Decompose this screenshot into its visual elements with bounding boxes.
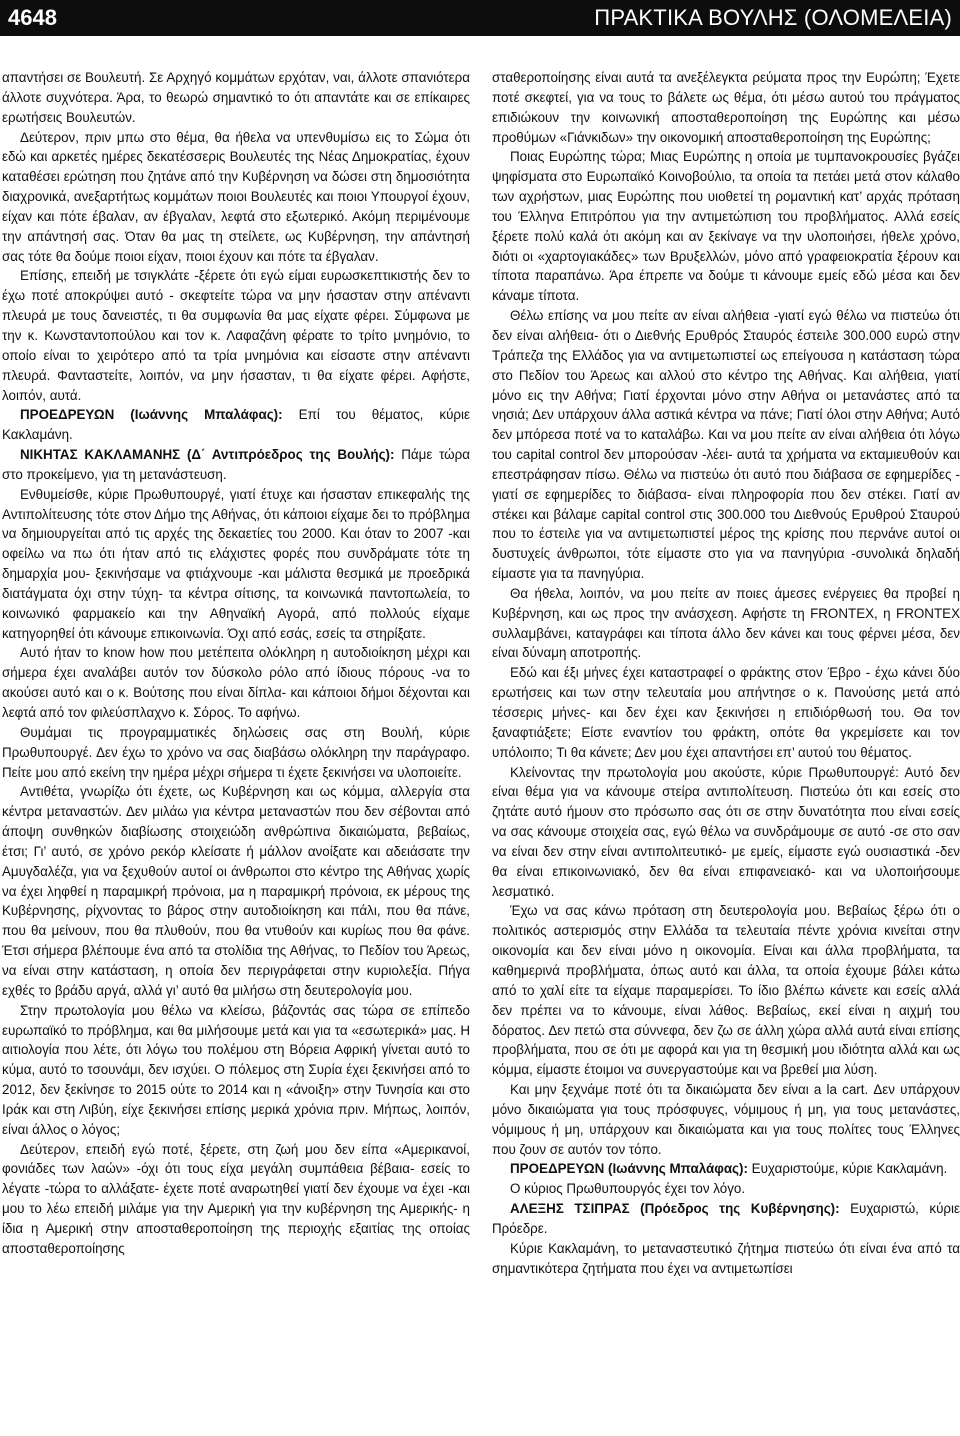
body-paragraph: σταθεροποίησης είναι αυτά τα ανεξέλεγκτα ρεύματα προς την Ευρώπη; Έχετε ποτέ σκεφτεί, για να τους το βάλετε ως θέμα, ότι μέσω αυτού του πράγματος επιδιώκουν την κοινωνική αποσταθεροποίηση της Ευρώπης και μέσω προθύμων «Γιάνκιδων» την οικονομική αποσταθεροποίηση της Ευρώπης; <box>492 70 960 145</box>
body-paragraph: Επίσης, επειδή με τσιγκλάτε -ξέρετε ότι εγώ είμαι ευρωσκεπτικιστής δεν το έχω ποτέ αποκρύψει αυτό - σκεφτείτε τώρα να μην ήσασταν στην απέναντι πλευρά με τους δανειστές, τι θα συμφωνία θα μας είχατε φέρει. Σύμφωνα με την κ. Κωνσταντοπούλου και τον κ. Λαφαζάνη φέρατε το τρίτο μνημόνιο, το οποίο είναι το χειρότερο από τα τρία μνημόνια και είσαστε στην απέναντι πλευρά. Φανταστείτε, λοιπόν, να μην ήσασταν, τι θα είχατε φέρει. Αφήστε, λοιπόν, αυτά. <box>2 268 470 403</box>
body-paragraph: Εδώ και έξι μήνες έχει καταστραφεί ο φράκτης στον Έβρο - έχω κάνει δύο ερωτήσεις και των στην τελευταία μου απήντησε ο κ. Πανούσης μετά από τέσσερις μήνες- και δεν έχει καν ξεκινήσει η επιδιόρθωσή του. Θα τον ξαναφτιάξετε; Είστε εναντίον του φράκτη, οπότε θα γκρεμίσετε και τον υπόλοιπο; Τι θα κάνετε; Δεν μου έχει απαντήσει επ’ αυτού του θέματος. <box>492 665 960 760</box>
page-header <box>0 0 960 36</box>
speaker-name: ΝΙΚΗΤΑΣ ΚΑΚΛΑΜΑΝΗΣ (Δ΄ Αντιπρόεδρος της Βουλής): <box>20 447 395 463</box>
body-paragraph: Αντιθέτα, γνωρίζω ότι έχετε, ως Κυβέρνηση και ως κόμμα, αλλεργία στα κέντρα μεταναστών. Δεν μιλάω για κέντρα μεταναστών που δεν σέβονται από άποψη συνθηκών διαβίωσης στοιχειώδη ανθρώπινα δικαιώματα, βεβαίως, έτσι; Γι’ αυτό, σε χρόνο ρεκόρ κλείσατε ή μάλλον ανοίξατε και αδειάσατε την Αμυγδαλέζα, για να ξεχυθούν αυτοί οι άνθρωποι στο κέντρο της Αθήνας χωρίς να έχει ληφθεί η παραμικρή πρόνοια, μα η παραμικρή πρόνοια, εκ μέρους της Κυβέρνησης, ρίχνοντας το βάρος στην αυτοδιοίκηση και πάλι, που θα πάνε, που θα μείνουν, που θα πλυθούν, που θα ντυθούν και κυρίως που θα φάνε. Έτσι σήμερα βλέπουμε ένα από τα στολίδια της Αθήνας, το Πεδίον του Άρεως, να είναι στην κατάσταση, η οποία δεν περιγράφεται στην κυριολεξία. Πήγα εχθές το βράδυ αργά, αλλά γι’ αυτό θα μιλήσω στη δευτερολογία μου. <box>2 784 470 998</box>
speaker-paragraph <box>492 1159 960 1179</box>
speaker-paragraph <box>2 405 470 445</box>
body-paragraph: Δεύτερον, πριν μπω στο θέμα, θα ήθελα να υπενθυμίσω εις το Σώμα ότι εδώ και αρκετές ημέρες δεκατέσσερις Βουλευτές της Νέας Δημοκρατίας, έχουν καταθέσει ερώτηση που ζητάνε από την Κυβέρνηση να δώσει στη δημοσιότητα διαχρονικά, ανεξαρτήτως κομμάτων ποιοι Βουλευτές και ποιοι Υπουργοί έχουν, είχαν και πότε έβαλαν, αν έβγαλαν, λεφτά στο εξωτερικό. Ακόμη περιμένουμε την απάντησή σας. Όταν θα μας τη στείλετε, ως Κυβέρνηση, την απάντησή σας τότε θα δούμε ποιοι είχαν, ποιοι έχουν και πότε τα έβγαλαν. <box>2 129 470 264</box>
body-paragraph: Κύριε Κακλαμάνη, το μεταναστευτικό ζήτημα πιστεύω ότι είναι ένα από τα σημαντικότερα ζητήματα που έχει να αντιμετωπίσει <box>492 1240 960 1276</box>
left-column <box>2 68 470 1428</box>
speaker-paragraph <box>2 445 470 485</box>
speaker-text: Επί του θέματος, κύριε Κακλαμάνη. <box>2 407 470 443</box>
speaker-name: ΠΡΟΕΔΡΕΥΩΝ (Ιωάννης Μπαλάφας): <box>20 407 283 423</box>
body-paragraph: Θυμάμαι τις προγραμματικές δηλώσεις σας στη Βουλή, κύριε Πρωθυπουργέ. Δεν έχω το χρόνο να σας διαβάσω ολόκληρη την παράγραφο. Πείτε μου από εκείνη την ημέρα μέχρι σήμερα τι έχετε ξεκινήσει να υλοποιείτε. <box>2 724 470 780</box>
speaker-name: ΑΛΕΞΗΣ ΤΣΙΠΡΑΣ (Πρόεδρος της Κυβέρνησης): <box>510 1201 840 1217</box>
body-paragraph: Δεύτερον, επειδή εγώ ποτέ, ξέρετε, στη ζωή μου δεν είπα «Αμερικανοί, φονιάδες των λαών» -όχι ότι τους είχα μεγάλη συμπάθεια βέβαια- εσείς το λέγατε -τώρα το αλλάξατε- έχετε ποτέ αναρωτηθεί γιατί δεν έχουμε να έχει -και μου το λέω επειδή μιλάμε για την Αμερική για την κυβέρνηση της Αμερικής- η ίδια η Αμερική στην αποσταθεροποίηση της περιοχής εξαιτίας της οποίας αποσταθεροποίησης <box>2 1141 470 1256</box>
body-paragraph: Αυτό ήταν το know how που μετέπειτα ολόκληρη η αυτοδιοίκηση μέχρι και σήμερα έχει αναλάβει αυτόν τον δύσκολο ρόλο από ίδιους πόρους -να το ακούσει αυτό και ο κ. Βούτσης που είναι δίπλα- και κάποιοι δήμοι δέχονται και λεφτά από τον φιλεύσπλαχνο κ. Σόρος. Το αφήνω. <box>2 645 470 720</box>
speaker-text: Ευχαριστώ, κύριε Πρόεδρε. <box>492 1201 960 1236</box>
body-paragraph: απαντήσει σε Βουλευτή. Σε Αρχηγό κομμάτων ερχόταν, ναι, άλλοτε σπανιότερα άλλοτε συχνότερα. Άρα, το θεωρώ σημαντικό το ότι απαντάτε και σε επίκαιρες ερωτήσεις Βουλευτών. <box>2 70 470 125</box>
body-paragraph: Θα ήθελα, λοιπόν, να μου πείτε αν ποιες άμεσες ενέργειες θα προβεί η Κυβέρνηση, και ως προς την ανάσχεση. Αφήστε τη FRONTEX, η FRONTEX συλλαμβάνει, καταγράφει και τίποτα άλλο δεν κάνει και τους φέρνει μέσα, δεν είναι δύναμη αποτροπής. <box>492 585 960 661</box>
body-paragraph: Κλείνοντας την πρωτολογία μου ακούστε, κύριε Πρωθυπουργέ: Αυτό δεν είναι θέμα για να κάνουμε στείρα αντιπολίτευση. Πιστεύω ότι και εσείς στο ζητάτε αυτό ήμουν στο πρόσωπο σας ότι σε στην δυνατότητα που είναι εσείς να σας κάνουμε στοιχεία σας, εγώ θέλω να συνδράμουμε σε αυτό -σε στο σαν να είναι δεν στην είναι αντιπολιτευτικό- με εμείς, είμαστε εγώ ουσιαστικά -δεν θα είναι επικοινωνιακό, δεν θα είναι επιφανειακό- και να υλοποιήσουμε λεσματικό. <box>492 764 960 899</box>
body-paragraph: Ο κύριος Πρωθυπουργός έχει τον λόγο. <box>510 1181 746 1197</box>
right-column <box>492 68 960 1428</box>
body-paragraph: Ενθυμείσθε, κύριε Πρωθυπουργέ, γιατί έτυχε και ήσασταν επικεφαλής της Αντιπολίτευσης τότε στον Δήμο της Αθήνας, ότι κάποιοι είχαμε δει το πρόβλημα να δημιουργείται από τις αρχές της δεκαετίες του 2000. Και όταν το 2007 -και οφείλω να πω ότι ήταν από τις ελάχιστες φορές που συνδράματε τότε τη δημαρχία μου- ξεκινήσαμε να φτιάχνουμε -και μάλιστα θεσμικά με προεδρικά διατάγματα όχι στην τύχη- τα κέντρα σίτισης, τα κοινωνικά παντοπωλεία, το κοινωνικό φαρμακείο και την Αθηναϊκή Αγορά, από πολλούς είχαμε κατηγορηθεί ότι κάνουμε επικοινωνία. Όχι από εσάς, εσείς τα στηρίξατε. <box>2 486 470 641</box>
speaker-text: Ευχαριστούμε, κύριε Κακλαμάνη. <box>747 1161 948 1177</box>
journal-title: ΠΡΑΚΤΙΚΑ ΒΟΥΛΗΣ (ΟΛΟΜΕΛΕΙΑ) <box>594 5 952 30</box>
speaker-text: Πάμε τώρα στο προκείμενο, για τη μετανάστευση. <box>2 447 470 482</box>
page-number: 4648 <box>8 5 57 30</box>
article-body <box>0 68 960 1428</box>
body-paragraph: Ποιας Ευρώπης τώρα; Μιας Ευρώπης η οποία με τυμπανοκρουσίες βγάζει ψηφίσματα στο Ευρωπαϊκό Κοινοβούλιο, τα οποία τα πετάει μετά στον κάλαθο των αχρήστων, μιας Ευρώπης που υιοθετεί τη ρομαντική κατ’ αρχάς πρόταση του Έλληνα Επιτρόπου για την αντιμετώπιση του προβλήματος. Αλλά εσείς ξέρετε πολύ καλά ότι ακόμη και αν ξεκίναγε να την υλοποιήσει, ήθελε χρόνο, διότι οι «χαρτογιακάδες» των Βρυξελλών, μόνο από γραφειοκρατία ξέρουν και τίποτα παραπάνω. Άρα έπρεπε να δούμε τι κάνουμε εμείς εδώ μέσα και δεν κάναμε τίποτα. <box>492 149 960 304</box>
body-paragraph: Στην πρωτολογία μου θέλω να κλείσω, βάζοντάς σας τώρα σε επίπεδο ευρωπαϊκό το πρόβλημα, και θα μιλήσουμε μετά και για τα «εσωτερικά» μας. Η αιτιολογία που λέτε, ότι λόγω του πολέμου στη Βόρεια Αφρική γίνεται αυτό το κύμα, αυτό το τσουνάμι, δεν ισχύει. Ο πόλεμος στη Συρία έχει ξεκινήσει από το 2012, δεν ξεκίνησε το 2015 ούτε το 2014 και η «άνοιξη» στην Τυνησία και στο Ιράκ και στη Λιβύη, είχε ξεκινήσει επίσης μερικά χρόνια πριν. Μήπως, λοιπόν, είναι άλλος ο λόγος; <box>2 1002 470 1137</box>
speaker-paragraph <box>492 1199 960 1239</box>
body-paragraph: Θέλω επίσης να μου πείτε αν είναι αλήθεια -γιατί εγώ θέλω να πιστεύω ότι δεν είναι αλήθεια- ότι ο Διεθνής Ερυθρός Σταυρός έστειλε 300.000 ευρώ στην Τράπεζα της Ελλάδος για να αντιμετωπιστεί ως επείγουσα η κατάσταση τώρα στο Πεδίον του Άρεως και αλλού στο κέντρο της Αθήνας. Και αλήθεια, γιατί μόνο εις την Αθήνα; Γιατί έρχονται μόνο στην Αθήνα οι μετανάστες από τα νησιά; Δεν υπάρχουν άλλα αστικά κέντρα να πάνε; Γιατί όλοι στην Αθήνα; Αυτό δεν μπόρεσα ποτέ να το καταλάβω. Και να μου πείτε αν είναι αλήθεια ότι λόγω του capital control δεν μπορούσαν -λέει- αυτά τα χρήματα να εκταμιευθούν και επεστράφησαν πίσω. Θέλω να πιστεύω ότι αυτό που διάβασα σε εφημερίδες - γιατί σε εφημερίδες το διάβασα- είναι πληροφορία που δεν στέκει. Γιατί αν στέκει και βάλαμε capital control στις 300.000 του Διεθνούς Ερυθρού Σταυρού που το έστειλε για να αντιμετωπιστεί μέρος της κρίσης που περνάνε αυτοί οι δυστυχείς άνθρωποι, τότε είμαστε στο για να πανηγύρια -συνολικά δηλαδή είμαστε για τα πανηγύρια. <box>492 308 960 582</box>
speaker-name: ΠΡΟΕΔΡΕΥΩΝ (Ιωάννης Μπαλάφας): <box>510 1161 748 1177</box>
body-paragraph: Και μην ξεχνάμε ποτέ ότι τα δικαιώματα δεν είναι a la cart. Δεν υπάρχουν μόνο δικαιώματα για τους πρόσφυγες, νόμιμους ή μη, για τους μετανάστες, νόμιμους ή μη, υπάρχουν και δικαιώματα και για τους πολίτες τους Έλληνες που ζουν σε αυτόν τον τόπο. <box>492 1082 960 1157</box>
body-paragraph: Έχω να σας κάνω πρόταση στη δευτερολογία μου. Βεβαίως ξέρω ότι ο πολιτικός αστερισμός στην Ελλάδα τα τελευταία πέντε χρόνια κινείται στην οικονομία και δεν είναι μόνο η οικονομία. Είναι και άλλα προβλήματα, τα καθημερινά προβλήματα, όπως αυτό και άλλα, τα οποία έχουμε βάλει κάτω από το χαλί είτε τα είχαμε παραμερίσει. Το ίδιο βλέπω κάνετε και εσείς αλλά δεν πρέπει να το κάνουμε, είναι λάθος. Βεβαίως, εκεί είναι η αιχμή του δόρατος. Δεν πετώ στα σύννεφα, δεν ζω σε άλλη χώρα αλλά αυτά είναι επίσης προβλήματα, που σε ότι με αφορά και για τη θεσμική μου ιδιότητα αλλά και ως κόμμα, είμαστε έτοιμοι να συνεργαστούμε και να βρεθεί μια λύση. <box>492 903 960 1078</box>
